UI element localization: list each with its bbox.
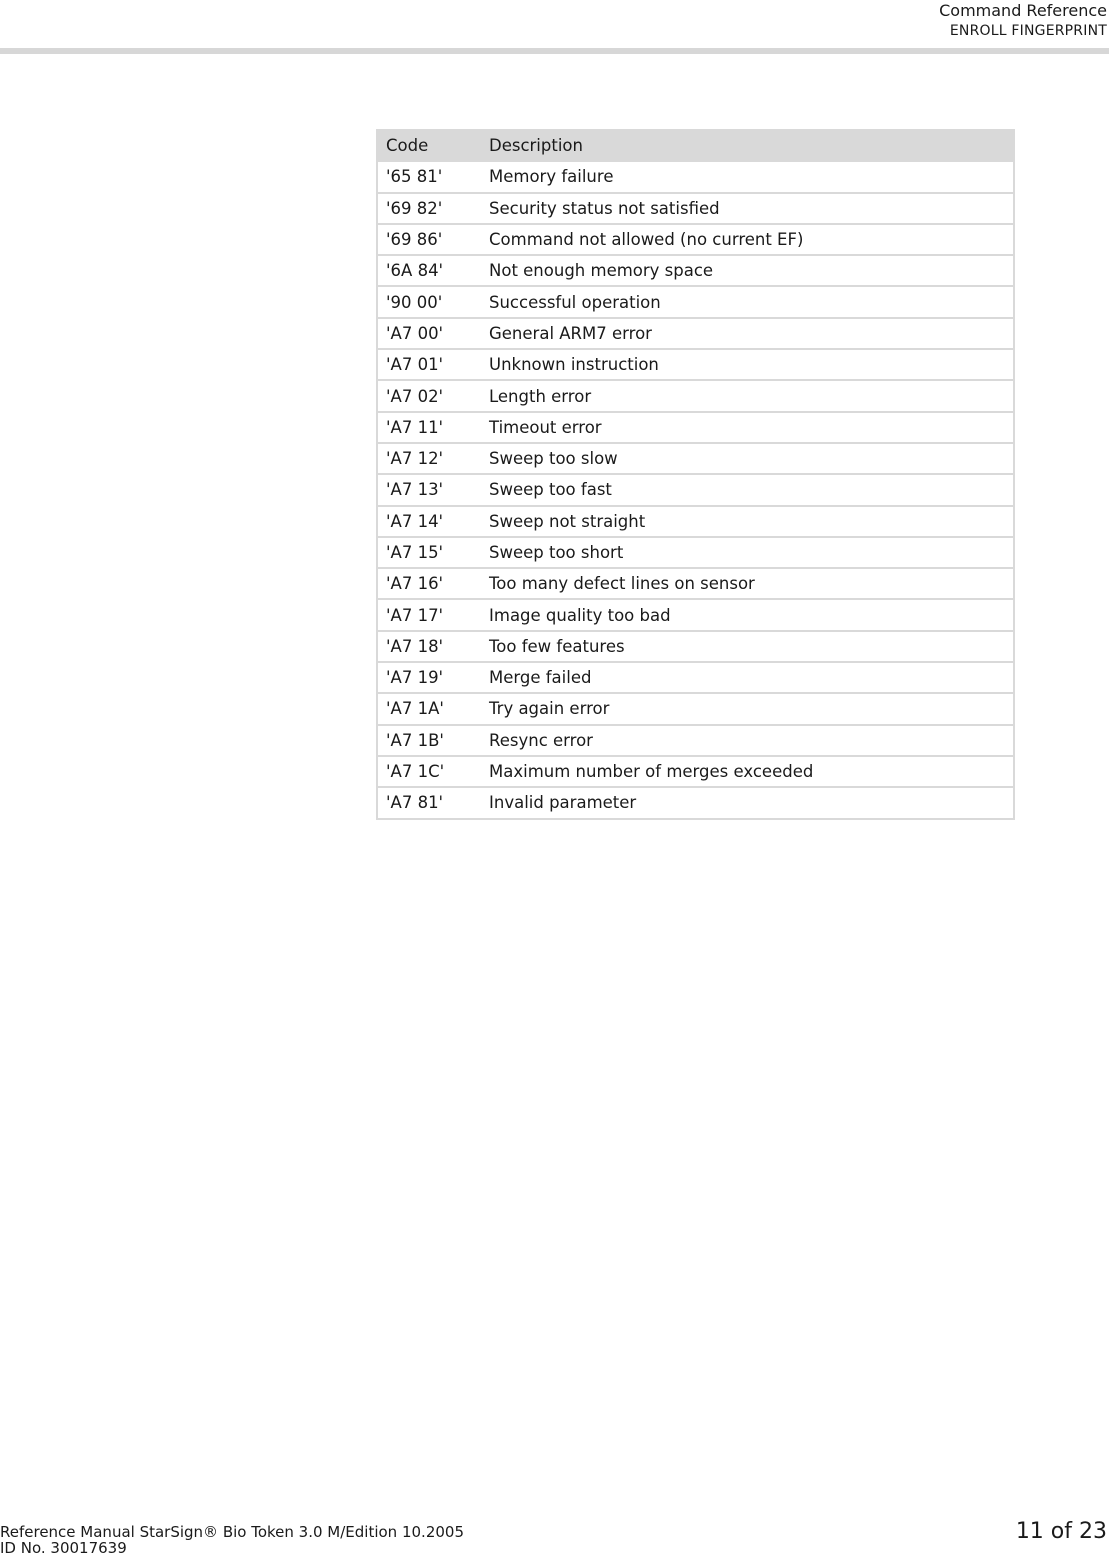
code-cell: 'A7 02' (377, 380, 483, 411)
table-row (377, 224, 1014, 255)
table-row (377, 506, 1014, 537)
code-cell: '69 86' (377, 224, 483, 255)
description-cell: Unknown instruction (483, 349, 1014, 380)
header-subtitle: ENROLL FINGERPRINT (949, 23, 1107, 39)
table-row (377, 725, 1014, 756)
table-row (377, 255, 1014, 286)
page-header (939, 0, 1107, 42)
code-cell: 'A7 13' (377, 474, 483, 505)
code-cell: '6A 84' (377, 255, 483, 286)
code-cell: 'A7 00' (377, 318, 483, 349)
description-cell: Sweep too fast (483, 474, 1014, 505)
table-row (377, 631, 1014, 662)
description-cell: Not enough memory space (483, 255, 1014, 286)
description-cell: Invalid parameter (483, 787, 1014, 818)
description-cell: Successful operation (483, 286, 1014, 317)
code-cell: 'A7 19' (377, 662, 483, 693)
table-row (377, 474, 1014, 505)
footer-id-number: ID No. 30017639 (0, 1539, 127, 1557)
table-row (377, 537, 1014, 568)
code-cell: 'A7 17' (377, 599, 483, 630)
code-cell: 'A7 1B' (377, 725, 483, 756)
footer-manual-title: Reference Manual StarSign® Bio Token 3.0 M/Edition 10.2005 (0, 1523, 464, 1541)
description-cell: General ARM7 error (483, 318, 1014, 349)
table-row (377, 286, 1014, 317)
code-cell: '65 81' (377, 161, 483, 192)
description-cell: Maximum number of merges exceeded (483, 756, 1014, 787)
status-code-table (376, 129, 1015, 820)
column-header-description: Description (483, 130, 1014, 161)
code-cell: 'A7 81' (377, 787, 483, 818)
table-row (377, 380, 1014, 411)
code-cell: '90 00' (377, 286, 483, 317)
table-row (377, 599, 1014, 630)
table-row (377, 568, 1014, 599)
description-cell: Length error (483, 380, 1014, 411)
description-cell: Merge failed (483, 662, 1014, 693)
code-cell: 'A7 1C' (377, 756, 483, 787)
code-cell: 'A7 01' (377, 349, 483, 380)
table-header-row (377, 130, 1014, 161)
description-cell: Sweep not straight (483, 506, 1014, 537)
page-footer-info (0, 1524, 464, 1556)
description-cell: Sweep too short (483, 537, 1014, 568)
description-cell: Image quality too bad (483, 599, 1014, 630)
page-number: 11 of 23 (1015, 1519, 1107, 1544)
header-divider (0, 48, 1109, 54)
description-cell: Sweep too slow (483, 443, 1014, 474)
code-cell: 'A7 12' (377, 443, 483, 474)
code-cell: '69 82' (377, 193, 483, 224)
table-row (377, 193, 1014, 224)
table-row (377, 443, 1014, 474)
code-cell: 'A7 15' (377, 537, 483, 568)
description-cell: Resync error (483, 725, 1014, 756)
description-cell: Memory failure (483, 161, 1014, 192)
code-cell: 'A7 1A' (377, 693, 483, 724)
table-row (377, 662, 1014, 693)
description-cell: Too few features (483, 631, 1014, 662)
table-row (377, 318, 1014, 349)
table-row (377, 756, 1014, 787)
code-cell: 'A7 11' (377, 412, 483, 443)
description-cell: Security status not satisfied (483, 193, 1014, 224)
description-cell: Try again error (483, 693, 1014, 724)
column-header-code: Code (377, 130, 483, 161)
header-title: Command Reference (939, 1, 1107, 20)
description-cell: Command not allowed (no current EF) (483, 224, 1014, 255)
table-row (377, 161, 1014, 192)
code-cell: 'A7 18' (377, 631, 483, 662)
description-cell: Timeout error (483, 412, 1014, 443)
table-row (377, 693, 1014, 724)
table-row (377, 787, 1014, 818)
code-cell: 'A7 16' (377, 568, 483, 599)
table-row (377, 412, 1014, 443)
description-cell: Too many defect lines on sensor (483, 568, 1014, 599)
table-row (377, 349, 1014, 380)
code-cell: 'A7 14' (377, 506, 483, 537)
